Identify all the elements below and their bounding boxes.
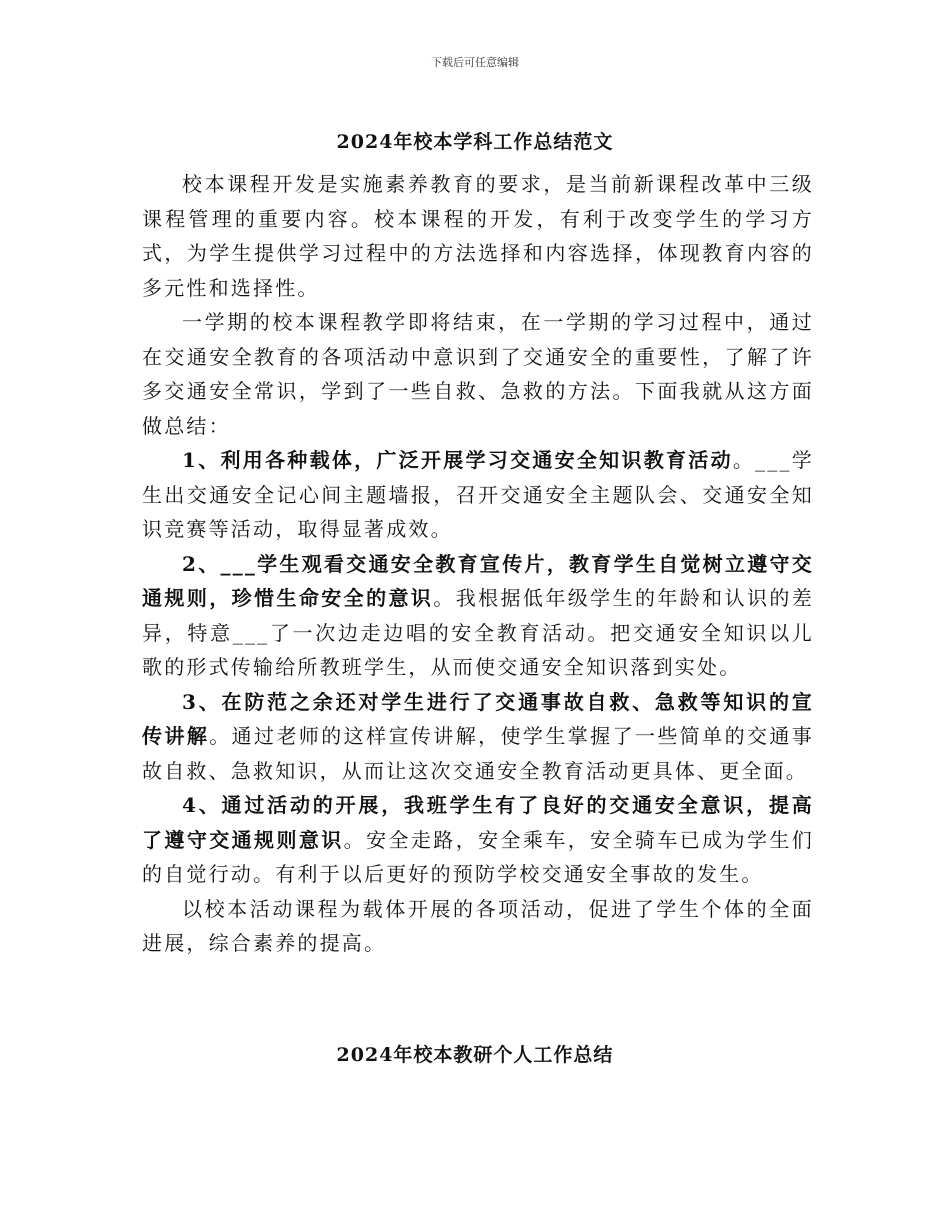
paragraph-intro: 校本课程开发是实施素养教育的要求，是当前新课程改革中三级课程管理的重要内容。校本课程的开发，有利于改变学生的学习方式，为学生提供学习过程中的方法选择和内容选择，体现教育内容的多元性和选择性。 [142,172,814,300]
point-heading: 2、___学生观看交通安全教育宣传片，教育学生自觉树立遵守交通规则，珍惜生命安全的意识 [142,551,814,610]
paragraph-point-3: 3、在防范之余还对学生进行了交通事故自救、急救等知识的宣传讲解。通过老师的这样宣传讲解，使学生掌握了一些简单的交通事故自救、急救知识，从而让这次交通安全教育活动更具体、更全面。 [142,689,814,783]
paragraph-conclusion: 以校本活动课程为载体开展的各项活动，促进了学生个体的全面进展，综合素养的提高。 [142,896,814,955]
header-note: 下载后可任意编辑 [431,56,519,69]
paragraph-point-2: 2、___学生观看交通安全教育宣传片，教育学生自觉树立遵守交通规则，珍惜生命安全的意识。我根据低年级学生的年龄和认识的差异，特意___了一次边走边唱的安全教育活动。把交通安全知识以儿歌的形式传输给所教班学生，从而使交通安全知识落到实处。 [142,551,814,679]
paragraph-point-1: 1、利用各种载体，广泛开展学习交通安全知识教育活动。___学生出交通安全记心间主题墙报，召开交通安全主题队会、交通安全知识竞赛等活动，取得显著成效。 [142,448,814,541]
paragraph-summary-intro: 一学期的校本课程教学即将结束，在一学期的学习过程中，通过在交通安全教育的各项活动中意识到了交通安全的重要性，了解了许多交通安全常识，学到了一些自救、急救的方法。下面我就从这方面做总结： [142,310,814,438]
point-heading: 1、利用各种载体，广泛开展学习交通安全知识教育活动 [182,448,733,472]
next-document-title: 2024年校本教研个人工作总结 [336,1044,614,1066]
paragraph-point-4: 4、通过活动的开展，我班学生有了良好的交通安全意识，提高了遵守交通规则意识。安全走路，安全乘车，安全骑车已成为学生们的自觉行动。有利于以后更好的预防学校交通安全事故的发生。 [142,793,814,886]
document-title: 2024年校本学科工作总结范文 [336,131,614,153]
point-heading: 4、通过活动的开展，我班学生有了良好的交通安全意识，提高了遵守交通规则意识 [142,793,814,852]
point-heading: 3、在防范之余还对学生进行了交通事故自救、急救等知识的宣传讲解 [142,689,814,748]
document-body [142,167,814,961]
